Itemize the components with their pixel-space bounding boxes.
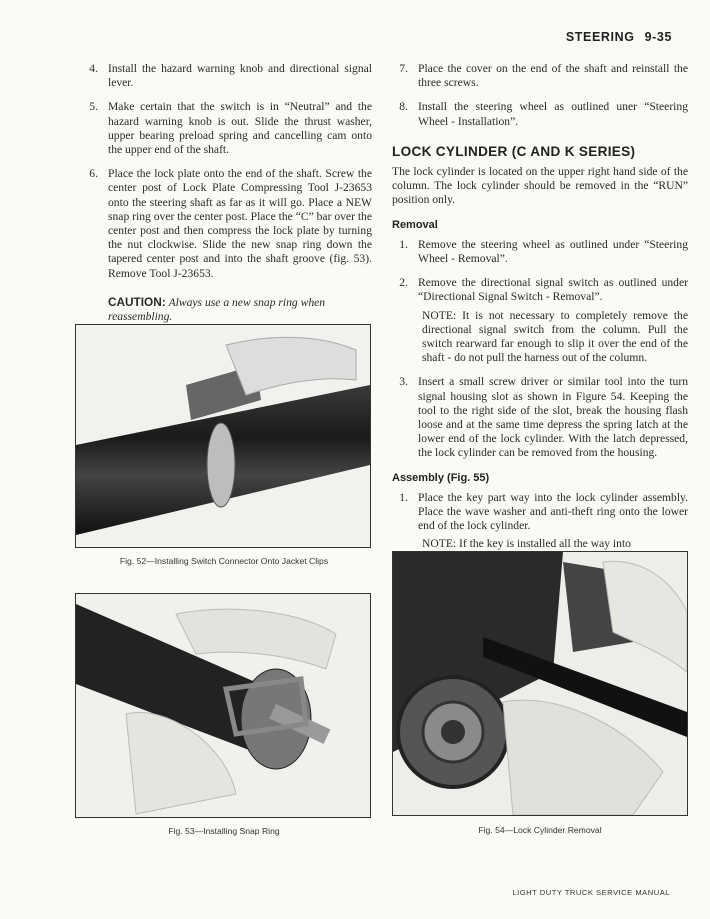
subheading-assembly: Assembly (Fig. 55) — [392, 471, 490, 484]
step-text: Make certain that the switch is in “Neutral” and the hazard warning knob is out. Slide the thrust washer, upper bearing preload spring and cancelling cam onto the upper end of the shaft. — [108, 100, 372, 157]
step-item: 5. Make certain that the switch is in “Neutral” and the hazard warning knob is out. Slide the thrust washer, upper bearing preload spring and cancelling cam onto the upper end of the shaft. — [89, 100, 372, 157]
step-item: 7. Place the cover on the end of the shaft and reinstall the three screws. — [399, 62, 688, 90]
step-item: 1. Remove the steering wheel as outlined under “Steering Wheel - Removal”. — [399, 237, 688, 266]
page-number: 9-35 — [644, 30, 672, 44]
assembly-note: NOTE: If the key is installed all the way into — [422, 537, 631, 551]
right-column — [392, 62, 688, 562]
step-item: 8. Install the steering wheel as outlined uner “Steering Wheel - Installation”. — [399, 100, 688, 128]
figure-52-caption: Fig. 52—Installing Switch Connector Onto Jacket Clips — [119, 556, 329, 566]
figure-53-photo — [75, 593, 371, 818]
figure-54-photo — [392, 551, 688, 816]
step-text: Place the key part way into the lock cylinder assembly. Place the wave washer and anti-theft ring onto the lower end of the lock cylinder. — [418, 490, 688, 533]
figure-54-caption: Fig. 54—Lock Cylinder Removal — [478, 825, 602, 835]
step-item: 6. Place the lock plate onto the end of the shaft. Screw the center post of Lock Plate Compressing Tool J-23653 onto the steering shaft as far as it will go. Place a NEW snap ring over the center post. Place the “C” bar over the center post and then compress the lock plate by turning the nut clockwise. Slide the new snap ring down the tapered center post and into the shaft groove (fig. 53). Remove Tool J-23653. — [89, 167, 372, 280]
figure-53-caption: Fig. 53—Installing Snap Ring — [168, 826, 280, 836]
intro-paragraph: The lock cylinder is located on the upper right hand side of the column. The lock cylinder should be removed in the “RUN” position only. — [392, 165, 688, 207]
step-item: 2. Remove the directional signal switch as outlined under “Directional Signal Switch - Removal”. — [399, 276, 688, 304]
left-column — [82, 62, 372, 324]
caution-text: Always use a new snap ring when reassembling. — [108, 295, 326, 324]
section-title: STEERING — [565, 30, 635, 44]
step-text: Place the cover on the end of the shaft and reinstall the three screws. — [418, 62, 688, 90]
page-header — [566, 30, 672, 44]
subheading-removal: Removal — [392, 218, 438, 231]
step-text: Remove the steering wheel as outlined under “Steering Wheel - Removal”. — [418, 237, 688, 266]
step-text: Insert a small screw driver or similar tool into the turn signal housing slot as shown in Figure 54. Keeping the tool to the right side of the slot, break the housing flash loose and at the same time depress the spring latch at the lower end of the lock cylinder. With the latch depressed, the lock cylinder can be removed from the housing. — [418, 375, 688, 460]
step-text: Place the lock plate onto the end of the shaft. Screw the center post of Lock Plate Compressing Tool J-23653 onto the steering shaft as far as it will go. Place a NEW snap ring over the center post. Place the “C” bar over the center post and then compress the lock plate by turning the nut clockwise. Slide the new snap ring down the tapered center post and into the shaft groove (fig. 53). Remove Tool J-23653. — [108, 167, 372, 280]
step-item: 1. Place the key part way into the lock cylinder assembly. Place the wave washer and anti-theft ring onto the lower end of the lock cylinder. — [399, 490, 688, 533]
caution-label: CAUTION: — [108, 294, 166, 309]
step-item: 3. Insert a small screw driver or similar tool into the turn signal housing slot as shown in Figure 54. Keeping the tool to the right side of the slot, break the housing flash loose and at the same time depress the spring latch at the lower end of the lock cylinder. With the latch depressed, the lock cylinder can be removed from the housing. — [399, 375, 688, 460]
step-item: 4. Install the hazard warning knob and directional signal lever. — [89, 62, 372, 90]
caution-note — [82, 295, 372, 324]
step-text: Remove the directional signal switch as outlined under “Directional Signal Switch - Removal”. — [418, 276, 688, 304]
section-heading: LOCK CYLINDER (C AND K SERIES) — [392, 143, 636, 159]
removal-note: NOTE: It is not necessary to completely remove the directional signal switch from the column. Pull the switch rearward far enough to slip it over the end of the shaft - do not pull the harness out of the column. — [422, 308, 688, 365]
step-text: Install the hazard warning knob and directional signal lever. — [108, 62, 372, 90]
step-text: Install the steering wheel as outlined uner “Steering Wheel - Installation”. — [418, 100, 688, 128]
page-footer: LIGHT DUTY TRUCK SERVICE MANUAL — [512, 888, 670, 897]
figure-52-photo — [75, 324, 371, 548]
